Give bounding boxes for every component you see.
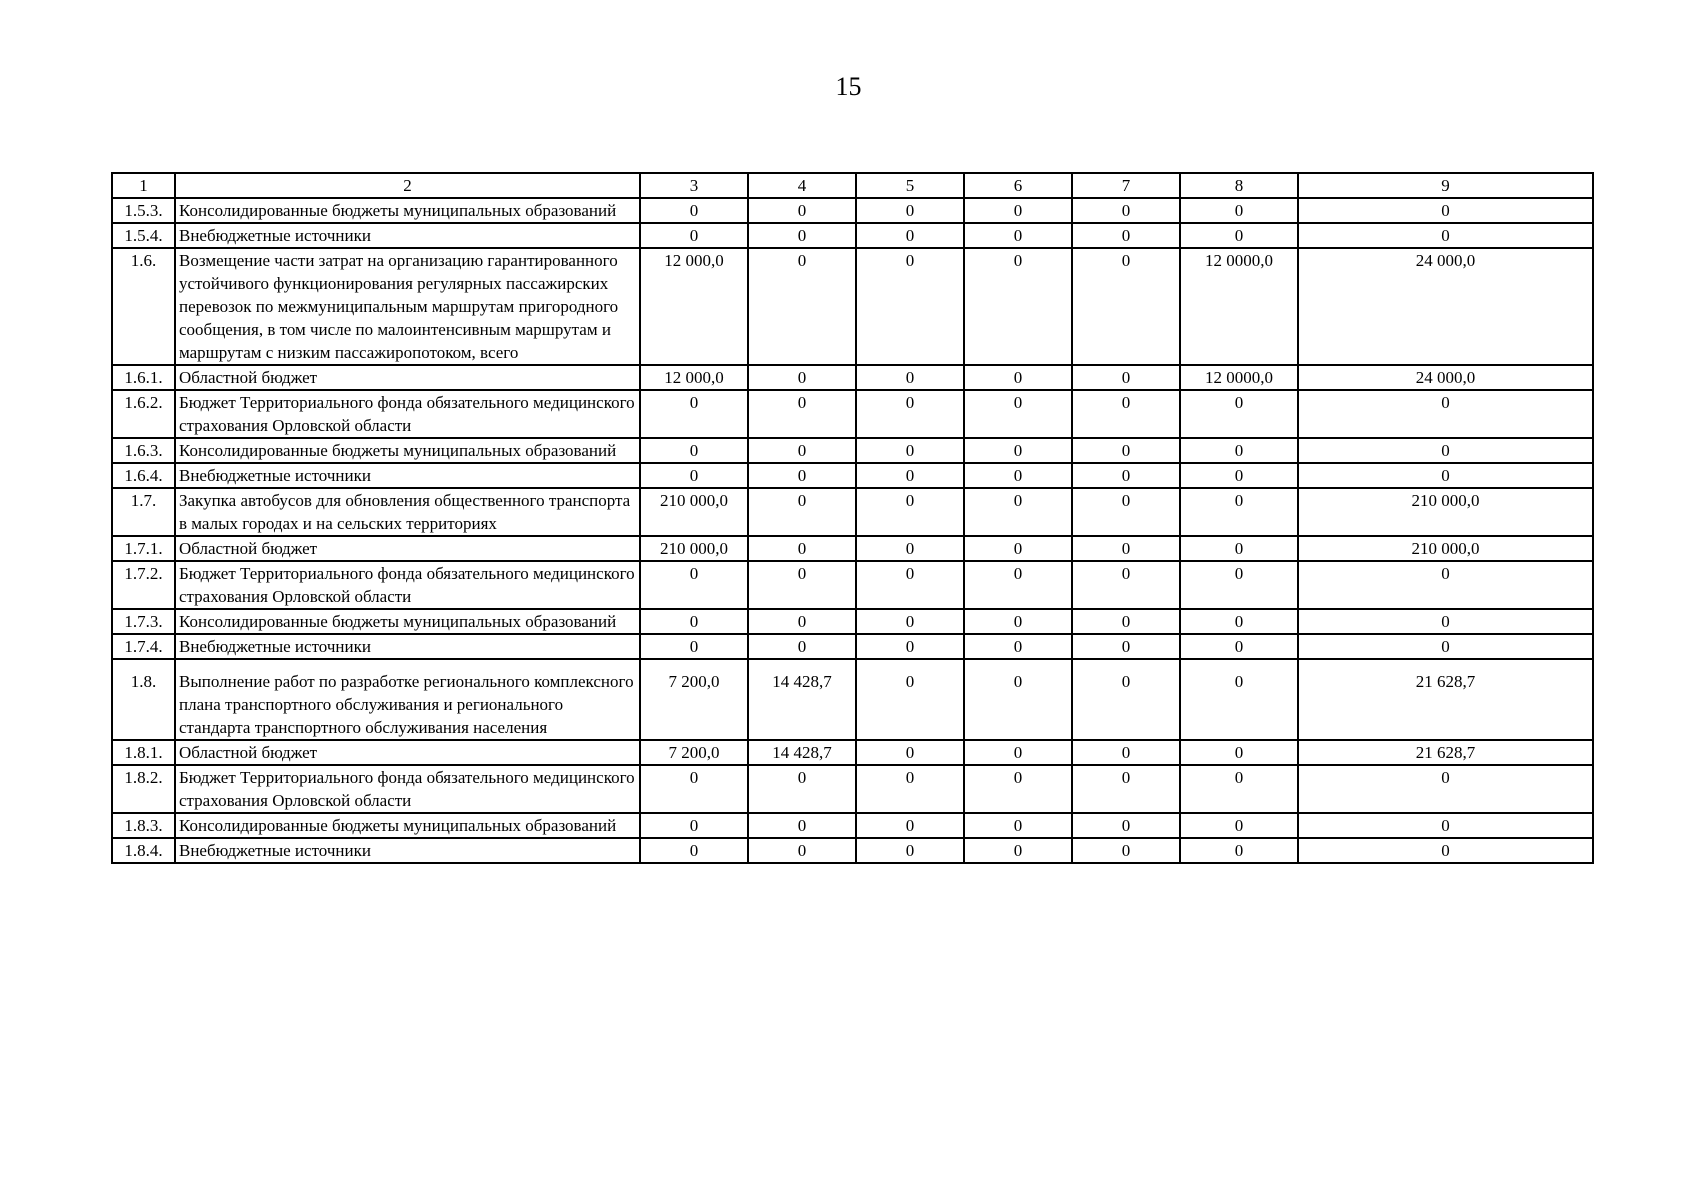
value-cell: 0 bbox=[748, 634, 856, 659]
value-cell: 0 bbox=[1180, 659, 1298, 740]
value-cell: 0 bbox=[1180, 463, 1298, 488]
value-cell: 0 bbox=[1072, 365, 1180, 390]
value-cell: 0 bbox=[1298, 198, 1593, 223]
value-cell: 12 0000,0 bbox=[1180, 248, 1298, 365]
row-description: Внебюджетные источники bbox=[175, 634, 640, 659]
row-description: Консолидированные бюджеты муниципальных образований bbox=[175, 609, 640, 634]
value-cell: 0 bbox=[1180, 765, 1298, 813]
value-cell: 0 bbox=[964, 223, 1072, 248]
value-cell: 0 bbox=[1072, 765, 1180, 813]
value-cell: 0 bbox=[856, 365, 964, 390]
value-cell: 0 bbox=[856, 223, 964, 248]
row-description: Внебюджетные источники bbox=[175, 223, 640, 248]
column-header: 6 bbox=[964, 173, 1072, 198]
value-cell: 0 bbox=[640, 609, 748, 634]
column-header: 9 bbox=[1298, 173, 1593, 198]
value-cell: 0 bbox=[748, 365, 856, 390]
value-cell: 21 628,7 bbox=[1298, 740, 1593, 765]
value-cell: 0 bbox=[640, 223, 748, 248]
value-cell: 0 bbox=[856, 765, 964, 813]
value-cell: 0 bbox=[1072, 813, 1180, 838]
value-cell: 0 bbox=[748, 198, 856, 223]
row-code: 1.7.3. bbox=[112, 609, 175, 634]
value-cell: 0 bbox=[964, 365, 1072, 390]
row-code: 1.7. bbox=[112, 488, 175, 536]
value-cell: 0 bbox=[964, 838, 1072, 863]
row-description: Закупка автобусов для обновления общественного транспорта в малых городах и на сельских территориях bbox=[175, 488, 640, 536]
table-row bbox=[112, 223, 1593, 248]
value-cell: 0 bbox=[856, 390, 964, 438]
value-cell: 0 bbox=[748, 536, 856, 561]
value-cell: 0 bbox=[856, 740, 964, 765]
value-cell: 12 0000,0 bbox=[1180, 365, 1298, 390]
row-code: 1.6.3. bbox=[112, 438, 175, 463]
value-cell: 14 428,7 bbox=[748, 659, 856, 740]
value-cell: 0 bbox=[748, 390, 856, 438]
value-cell: 0 bbox=[964, 561, 1072, 609]
row-code: 1.8.4. bbox=[112, 838, 175, 863]
row-code: 1.8.2. bbox=[112, 765, 175, 813]
value-cell: 0 bbox=[856, 561, 964, 609]
value-cell: 0 bbox=[640, 463, 748, 488]
value-cell: 0 bbox=[1298, 438, 1593, 463]
row-description: Консолидированные бюджеты муниципальных образований bbox=[175, 813, 640, 838]
value-cell: 0 bbox=[1180, 223, 1298, 248]
value-cell: 0 bbox=[1298, 223, 1593, 248]
row-code: 1.8.1. bbox=[112, 740, 175, 765]
table-row bbox=[112, 740, 1593, 765]
table-row bbox=[112, 198, 1593, 223]
page-number: 15 bbox=[835, 72, 862, 101]
value-cell: 0 bbox=[640, 813, 748, 838]
row-description: Областной бюджет bbox=[175, 365, 640, 390]
value-cell: 7 200,0 bbox=[640, 659, 748, 740]
value-cell: 0 bbox=[1298, 813, 1593, 838]
value-cell: 0 bbox=[1072, 463, 1180, 488]
table-row bbox=[112, 438, 1593, 463]
table-row bbox=[112, 634, 1593, 659]
value-cell: 0 bbox=[640, 634, 748, 659]
value-cell: 0 bbox=[1180, 813, 1298, 838]
value-cell: 0 bbox=[964, 463, 1072, 488]
value-cell: 0 bbox=[1072, 390, 1180, 438]
value-cell: 0 bbox=[1180, 609, 1298, 634]
value-cell: 0 bbox=[748, 838, 856, 863]
value-cell: 0 bbox=[1180, 838, 1298, 863]
value-cell: 0 bbox=[1072, 659, 1180, 740]
value-cell: 0 bbox=[856, 838, 964, 863]
row-description: Бюджет Территориального фонда обязательного медицинского страхования Орловской области bbox=[175, 390, 640, 438]
value-cell: 0 bbox=[964, 248, 1072, 365]
value-cell: 0 bbox=[964, 438, 1072, 463]
value-cell: 0 bbox=[964, 198, 1072, 223]
value-cell: 0 bbox=[1072, 634, 1180, 659]
value-cell: 0 bbox=[1180, 390, 1298, 438]
value-cell: 0 bbox=[1180, 634, 1298, 659]
column-header: 5 bbox=[856, 173, 964, 198]
row-description: Бюджет Территориального фонда обязательного медицинского страхования Орловской области bbox=[175, 765, 640, 813]
value-cell: 0 bbox=[1072, 438, 1180, 463]
value-cell: 0 bbox=[964, 609, 1072, 634]
value-cell: 0 bbox=[856, 248, 964, 365]
value-cell: 0 bbox=[748, 223, 856, 248]
value-cell: 0 bbox=[1072, 609, 1180, 634]
value-cell: 0 bbox=[964, 765, 1072, 813]
value-cell: 210 000,0 bbox=[1298, 536, 1593, 561]
value-cell: 0 bbox=[1298, 838, 1593, 863]
table-row bbox=[112, 765, 1593, 813]
value-cell: 0 bbox=[856, 536, 964, 561]
value-cell: 0 bbox=[640, 438, 748, 463]
value-cell: 0 bbox=[856, 659, 964, 740]
table-row bbox=[112, 463, 1593, 488]
value-cell: 0 bbox=[856, 813, 964, 838]
row-description: Внебюджетные источники bbox=[175, 838, 640, 863]
row-code: 1.6. bbox=[112, 248, 175, 365]
value-cell: 0 bbox=[1180, 740, 1298, 765]
value-cell: 210 000,0 bbox=[640, 488, 748, 536]
value-cell: 0 bbox=[856, 609, 964, 634]
value-cell: 0 bbox=[1298, 561, 1593, 609]
table-row bbox=[112, 365, 1593, 390]
value-cell: 0 bbox=[1072, 248, 1180, 365]
table-body bbox=[112, 198, 1593, 863]
row-description: Консолидированные бюджеты муниципальных образований bbox=[175, 438, 640, 463]
table-row bbox=[112, 536, 1593, 561]
value-cell: 21 628,7 bbox=[1298, 659, 1593, 740]
table-row bbox=[112, 659, 1593, 740]
value-cell: 0 bbox=[640, 765, 748, 813]
row-code: 1.6.1. bbox=[112, 365, 175, 390]
column-header: 2 bbox=[175, 173, 640, 198]
value-cell: 0 bbox=[964, 740, 1072, 765]
value-cell: 210 000,0 bbox=[640, 536, 748, 561]
value-cell: 24 000,0 bbox=[1298, 365, 1593, 390]
value-cell: 0 bbox=[1180, 438, 1298, 463]
value-cell: 0 bbox=[1298, 609, 1593, 634]
column-header: 4 bbox=[748, 173, 856, 198]
table-row bbox=[112, 838, 1593, 863]
table-row bbox=[112, 561, 1593, 609]
row-code: 1.7.1. bbox=[112, 536, 175, 561]
value-cell: 0 bbox=[1298, 390, 1593, 438]
value-cell: 0 bbox=[1180, 198, 1298, 223]
row-description: Выполнение работ по разработке регионального комплексного плана транспортного обслуживания и регионального стандарта транспортного обслуживания населения bbox=[175, 659, 640, 740]
row-code: 1.7.2. bbox=[112, 561, 175, 609]
column-header: 8 bbox=[1180, 173, 1298, 198]
value-cell: 0 bbox=[640, 390, 748, 438]
value-cell: 12 000,0 bbox=[640, 248, 748, 365]
value-cell: 0 bbox=[640, 198, 748, 223]
row-description: Областной бюджет bbox=[175, 536, 640, 561]
value-cell: 0 bbox=[748, 765, 856, 813]
value-cell: 7 200,0 bbox=[640, 740, 748, 765]
row-code: 1.6.2. bbox=[112, 390, 175, 438]
value-cell: 0 bbox=[640, 561, 748, 609]
column-header: 1 bbox=[112, 173, 175, 198]
value-cell: 12 000,0 bbox=[640, 365, 748, 390]
table-row bbox=[112, 248, 1593, 365]
value-cell: 0 bbox=[856, 488, 964, 536]
value-cell: 0 bbox=[748, 438, 856, 463]
value-cell: 0 bbox=[1298, 765, 1593, 813]
value-cell: 0 bbox=[1298, 463, 1593, 488]
value-cell: 0 bbox=[856, 463, 964, 488]
value-cell: 0 bbox=[1072, 488, 1180, 536]
value-cell: 0 bbox=[964, 659, 1072, 740]
row-description: Консолидированные бюджеты муниципальных образований bbox=[175, 198, 640, 223]
value-cell: 0 bbox=[1072, 198, 1180, 223]
value-cell: 14 428,7 bbox=[748, 740, 856, 765]
value-cell: 0 bbox=[1180, 488, 1298, 536]
value-cell: 0 bbox=[964, 634, 1072, 659]
value-cell: 0 bbox=[748, 488, 856, 536]
table-row bbox=[112, 609, 1593, 634]
budget-table bbox=[111, 172, 1594, 864]
value-cell: 0 bbox=[748, 813, 856, 838]
value-cell: 0 bbox=[1072, 838, 1180, 863]
value-cell: 0 bbox=[1180, 536, 1298, 561]
row-code: 1.5.3. bbox=[112, 198, 175, 223]
value-cell: 0 bbox=[748, 248, 856, 365]
table-row bbox=[112, 390, 1593, 438]
value-cell: 0 bbox=[964, 488, 1072, 536]
row-code: 1.8.3. bbox=[112, 813, 175, 838]
row-description: Внебюджетные источники bbox=[175, 463, 640, 488]
value-cell: 0 bbox=[856, 438, 964, 463]
value-cell: 0 bbox=[964, 390, 1072, 438]
header-row bbox=[112, 173, 1593, 198]
value-cell: 0 bbox=[748, 463, 856, 488]
value-cell: 0 bbox=[964, 536, 1072, 561]
column-header: 7 bbox=[1072, 173, 1180, 198]
table-row bbox=[112, 813, 1593, 838]
value-cell: 0 bbox=[1072, 223, 1180, 248]
value-cell: 0 bbox=[640, 838, 748, 863]
table-header bbox=[112, 173, 1593, 198]
value-cell: 0 bbox=[1072, 740, 1180, 765]
value-cell: 0 bbox=[1180, 561, 1298, 609]
value-cell: 0 bbox=[1072, 536, 1180, 561]
value-cell: 0 bbox=[1298, 634, 1593, 659]
row-description: Областной бюджет bbox=[175, 740, 640, 765]
value-cell: 0 bbox=[748, 609, 856, 634]
column-header: 3 bbox=[640, 173, 748, 198]
row-code: 1.8. bbox=[112, 659, 175, 740]
row-description: Бюджет Территориального фонда обязательного медицинского страхования Орловской области bbox=[175, 561, 640, 609]
row-code: 1.6.4. bbox=[112, 463, 175, 488]
value-cell: 0 bbox=[856, 198, 964, 223]
row-code: 1.5.4. bbox=[112, 223, 175, 248]
value-cell: 0 bbox=[856, 634, 964, 659]
value-cell: 0 bbox=[964, 813, 1072, 838]
row-description: Возмещение части затрат на организацию гарантированного устойчивого функционирования регулярных пассажирских перевозок по межмуниципальным маршрутам пригородного сообщения, в том числе по малоинтенсивным маршрутам и маршрутам с низким пассажиропотоком, всего bbox=[175, 248, 640, 365]
value-cell: 0 bbox=[748, 561, 856, 609]
value-cell: 24 000,0 bbox=[1298, 248, 1593, 365]
value-cell: 0 bbox=[1072, 561, 1180, 609]
table-row bbox=[112, 488, 1593, 536]
value-cell: 210 000,0 bbox=[1298, 488, 1593, 536]
row-code: 1.7.4. bbox=[112, 634, 175, 659]
